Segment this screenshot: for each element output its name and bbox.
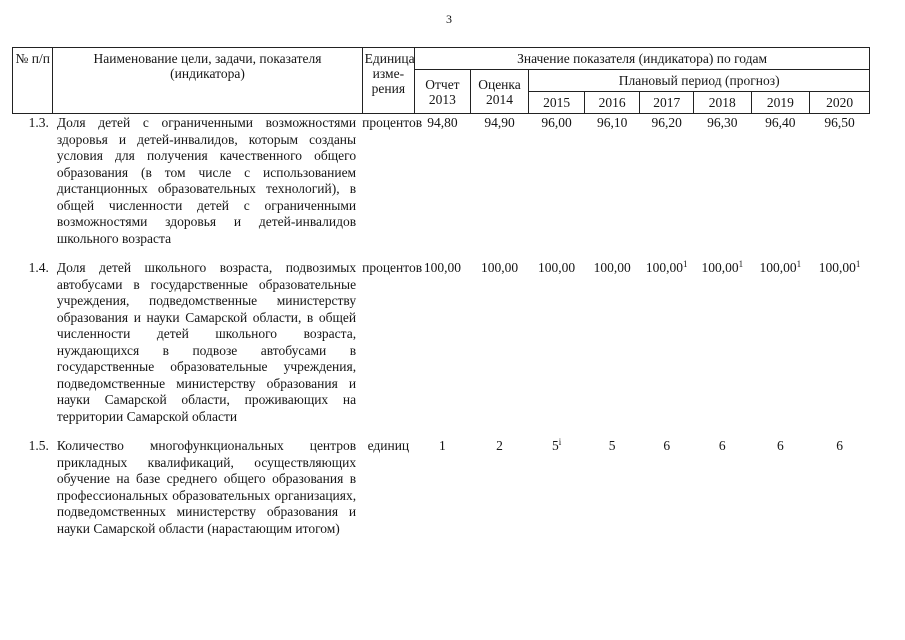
col-plan-header: Плановый период (прогноз) bbox=[529, 70, 870, 92]
col-estimate-header: Оценка 2014 bbox=[470, 70, 529, 114]
value-cell: 100,00 bbox=[423, 260, 461, 275]
value-cell: 94,80 bbox=[427, 115, 458, 130]
table-row bbox=[13, 114, 870, 260]
value-cell: 6 bbox=[663, 438, 671, 453]
value-cell: 5$^i$ bbox=[551, 437, 562, 453]
value-cell: 5 bbox=[608, 438, 616, 453]
value-cell: 94,90 bbox=[484, 115, 515, 130]
year-header: 2015 bbox=[529, 92, 585, 114]
value-cell: 100,00$^1$ bbox=[701, 259, 744, 275]
value-cell: 6 bbox=[776, 438, 784, 453]
row-unit: единиц bbox=[367, 438, 410, 453]
page-number: 3 bbox=[446, 12, 452, 26]
year-header: 2016 bbox=[584, 92, 640, 114]
value-cell: 100,00$^1$ bbox=[818, 259, 861, 275]
row-number: 1.5. bbox=[28, 438, 49, 453]
col-name-header: Наименование цели, задачи, показателя (индикатора) bbox=[53, 48, 362, 114]
value-cell: 96,00 bbox=[541, 115, 572, 130]
col-report-header: Отчет 2013 bbox=[415, 70, 471, 114]
indicator-table bbox=[12, 47, 870, 549]
value-cell: 2 bbox=[496, 438, 503, 453]
year-header: 2020 bbox=[810, 92, 870, 114]
value-cell: 96,40 bbox=[765, 115, 796, 130]
row-description: Доля детей школьного возраста, подвозимых автобусами в государственные образовательные учреждения, подведомственные министерству образования и науки Самарской области, в общей численности детей школьного возраста, нуждающихся в подвозе автобусами в государственные образовательные учреждения, подведомственные министерству образования и науки Самарской области, проживающих на территории Самарской области bbox=[56, 260, 357, 424]
value-cell: 100,00$^1$ bbox=[645, 259, 688, 275]
value-cell: 100,00 bbox=[593, 260, 631, 275]
col-values-header: Значение показателя (индикатора) по годам bbox=[415, 48, 870, 70]
table-row bbox=[13, 259, 870, 437]
year-header: 2018 bbox=[693, 92, 751, 114]
value-cell: 1 bbox=[439, 438, 446, 453]
table-row bbox=[13, 437, 870, 549]
value-cell: 96,10 bbox=[596, 115, 628, 130]
row-unit: процентов bbox=[362, 115, 423, 130]
row-number: 1.4. bbox=[28, 260, 49, 275]
value-cell: 100,00$^1$ bbox=[759, 259, 802, 275]
value-cell: 96,30 bbox=[707, 115, 738, 130]
value-cell: 96,50 bbox=[824, 115, 855, 130]
row-description: Количество многофункциональных центров прикладных квалификаций, осуществляющих обучение на базе среднего общего образования в профессиональных образовательных организациях, подведомственных министерству образования и науки Самарской области (нарастающим итогом) bbox=[56, 438, 357, 536]
year-header: 2017 bbox=[640, 92, 694, 114]
col-unit-header: Единица изме- рения bbox=[362, 48, 415, 114]
value-cell: 100,00 bbox=[538, 260, 576, 275]
year-header: 2019 bbox=[751, 92, 810, 114]
value-cell: 6 bbox=[718, 438, 726, 453]
value-cell: 6 bbox=[836, 438, 843, 453]
col-num-header: № п/п bbox=[13, 48, 53, 114]
row-unit: процентов bbox=[362, 260, 423, 275]
value-cell: 96,20 bbox=[651, 115, 682, 130]
row-number: 1.3. bbox=[28, 115, 49, 130]
value-cell: 100,00 bbox=[480, 260, 519, 275]
row-description: Доля детей с ограниченными возможностями здоровья и детей-инвалидов, которым созданы условия для получения качественного общего образования (в том числе с использованием дистанционных образовательных технологий), в общей численности детей с ограниченными возможностями здоровья и детей-инвалидов школьного возраста bbox=[56, 115, 357, 246]
